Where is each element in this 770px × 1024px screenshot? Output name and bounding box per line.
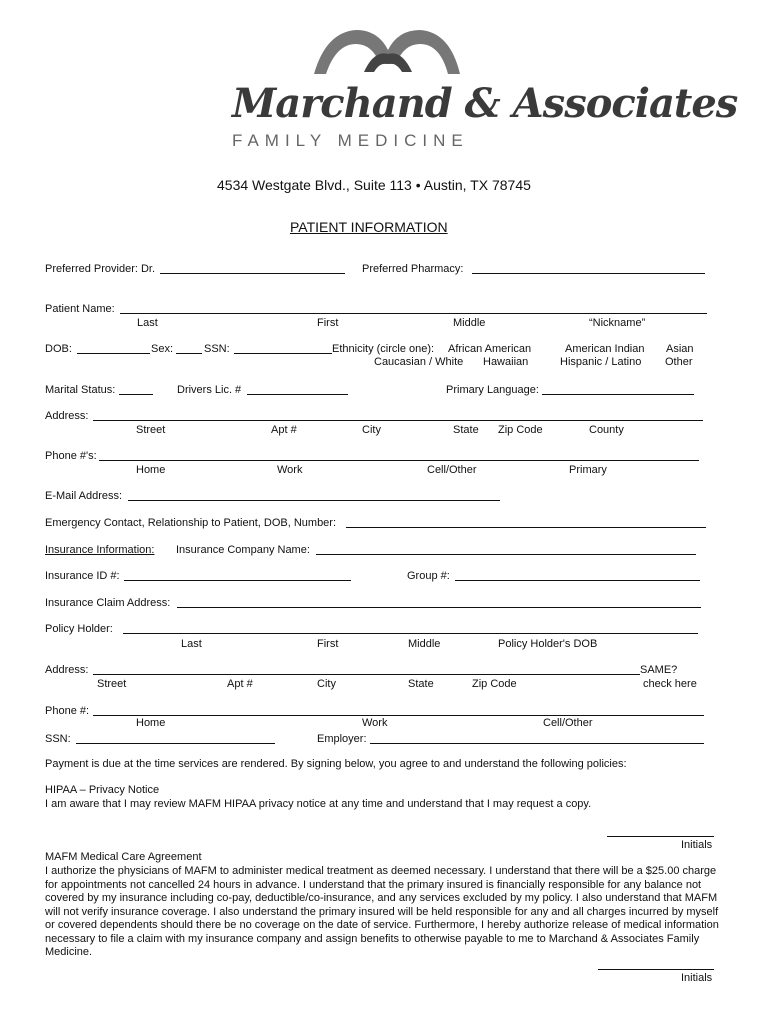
addr-city-caption: City (362, 424, 381, 436)
logo-mark-icon (312, 24, 462, 86)
payment-notice: Payment is due at the time services are rendered. By signing below, you agree to and understand the following policies: (45, 758, 627, 770)
logo-name: Marchand & Associates (232, 80, 738, 127)
ph-zip-caption: Zip Code (472, 678, 517, 690)
ph-cell-caption: Cell/Other (543, 717, 593, 729)
group-label: Group #: (407, 570, 450, 582)
insurance-company-label: Insurance Company Name: (176, 544, 310, 556)
phone-home-caption: Home (136, 464, 166, 476)
check-here-caption[interactable]: check here (643, 678, 697, 690)
ssn-field[interactable] (234, 353, 332, 354)
dob-field[interactable] (77, 353, 150, 354)
addr-street-caption: Street (136, 424, 166, 436)
ph-street-caption: Street (97, 678, 127, 690)
ph-city-caption: City (317, 678, 336, 690)
ph-work-caption: Work (362, 717, 388, 729)
email-field[interactable] (128, 500, 500, 501)
employer-field[interactable] (370, 743, 704, 744)
ph-middle-caption: Middle (408, 638, 441, 650)
page-title: PATIENT INFORMATION (290, 219, 448, 235)
primary-language-field[interactable] (542, 394, 694, 395)
ph-last-caption: Last (181, 638, 202, 650)
phones-field[interactable] (99, 460, 699, 461)
ssn-label: SSN: (204, 343, 230, 355)
addr-apt-caption: Apt # (271, 424, 297, 436)
ph-phone-label: Phone #: (45, 705, 90, 717)
ethnicity-american-indian[interactable]: American Indian (565, 343, 645, 355)
name-last-caption: Last (137, 317, 158, 329)
ethnicity-caucasian[interactable]: Caucasian / White (374, 356, 464, 368)
care-initials-caption: Initials (681, 972, 713, 984)
sex-label: Sex: (151, 343, 174, 355)
ph-dob-caption: Policy Holder's DOB (498, 638, 598, 650)
ethnicity-hispanic[interactable]: Hispanic / Latino (560, 356, 642, 368)
same-label[interactable]: SAME? (640, 664, 678, 676)
employer-label: Employer: (317, 733, 367, 745)
phone-cell-caption: Cell/Other (427, 464, 477, 476)
care-initials-field[interactable] (598, 969, 714, 970)
drivers-lic-label: Drivers Lic. # (177, 384, 242, 396)
emergency-contact-field[interactable] (346, 527, 706, 528)
insurance-company-field[interactable] (316, 554, 696, 555)
dob-label: DOB: (45, 343, 72, 355)
patient-name-field[interactable] (120, 313, 707, 314)
hipaa-initials-field[interactable] (607, 836, 714, 837)
ph-address-field[interactable] (93, 674, 640, 675)
ethnicity-label: Ethnicity (circle one): (332, 343, 435, 355)
claim-address-field[interactable] (177, 607, 701, 608)
ph-phone-field[interactable] (93, 715, 704, 716)
ph-state-caption: State (408, 678, 434, 690)
insurance-id-field[interactable] (124, 580, 351, 581)
email-label: E-Mail Address: (45, 490, 123, 502)
name-middle-caption: Middle (453, 317, 486, 329)
ph-ssn-field[interactable] (76, 743, 275, 744)
ethnicity-other[interactable]: Other (665, 356, 693, 368)
address-label: Address: (45, 410, 89, 422)
hipaa-title: HIPAA – Privacy Notice (45, 784, 160, 796)
preferred-pharmacy-field[interactable] (472, 273, 705, 274)
phone-work-caption: Work (277, 464, 303, 476)
phone-primary-caption: Primary (569, 464, 607, 476)
sex-field[interactable] (176, 353, 202, 354)
insurance-info-heading: Insurance Information: (45, 544, 155, 556)
hipaa-text: I am aware that I may review MAFM HIPAA privacy notice at any time and understand that I may request a copy. (45, 798, 592, 810)
preferred-pharmacy-label: Preferred Pharmacy: (362, 263, 464, 275)
ph-ssn-label: SSN: (45, 733, 71, 745)
phones-label: Phone #'s: (45, 450, 97, 462)
policy-holder-label: Policy Holder: (45, 623, 113, 635)
claim-address-label: Insurance Claim Address: (45, 597, 171, 609)
ph-address-label: Address: (45, 664, 89, 676)
primary-language-label: Primary Language: (446, 384, 539, 396)
insurance-id-label: Insurance ID #: (45, 570, 120, 582)
marital-status-label: Marital Status: (45, 384, 116, 396)
care-text: I authorize the physicians of MAFM to administer medical treatment as deemed necessary. I understand that there will be a $25.00 charge for appointments not cancelled 24 hours in advance. I understand that the primary insured is financially responsible for any balance not covered by my insurance including co-pay, deductible/co-insurance, and any services excluded by my policy. I also understand that MAFM will not verify insurance coverage. I also understand the primary insured will be held responsible for any and all charges incurred by myself or covered dependents should there be no coverage on the date of service. Furthermore, I hereby authorize release of medical information necessary to file a claim with my insurance company and assign benefits to otherwise payable to me to Marchand & Associates Family Medicine. (45, 865, 719, 958)
address-field[interactable] (93, 420, 703, 421)
practice-address: 4534 Westgate Blvd., Suite 113 • Austin, TX 78745 (217, 177, 531, 193)
ph-apt-caption: Apt # (227, 678, 253, 690)
ethnicity-african-american[interactable]: African American (448, 343, 532, 355)
care-title: MAFM Medical Care Agreement (45, 851, 202, 863)
addr-county-caption: County (589, 424, 624, 436)
addr-state-caption: State (453, 424, 479, 436)
logo (0, 0, 770, 160)
name-nickname-caption: “Nickname” (589, 317, 646, 329)
ph-first-caption: First (317, 638, 339, 650)
emergency-contact-label: Emergency Contact, Relationship to Patient, DOB, Number: (45, 517, 337, 529)
drivers-lic-field[interactable] (247, 394, 348, 395)
policy-holder-field[interactable] (123, 633, 698, 634)
ph-home-caption: Home (136, 717, 166, 729)
ethnicity-asian[interactable]: Asian (666, 343, 694, 355)
logo-subtitle: FAMILY MEDICINE (232, 131, 469, 150)
preferred-provider-field[interactable] (160, 273, 345, 274)
preferred-provider-label: Preferred Provider: Dr. (45, 263, 156, 275)
patient-name-label: Patient Name: (45, 303, 115, 315)
marital-status-field[interactable] (119, 394, 153, 395)
name-first-caption: First (317, 317, 339, 329)
addr-zip-caption: Zip Code (498, 424, 543, 436)
hipaa-initials-caption: Initials (681, 839, 713, 851)
group-field[interactable] (455, 580, 700, 581)
ethnicity-hawaiian[interactable]: Hawaiian (483, 356, 529, 368)
